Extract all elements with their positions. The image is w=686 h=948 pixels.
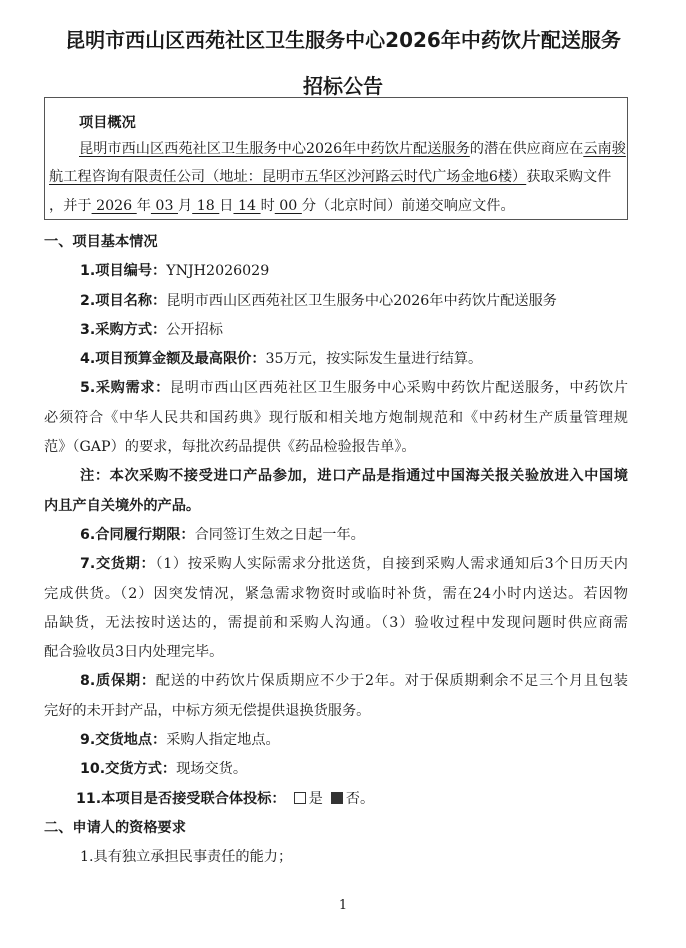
item-text: 内且产自关境外的产品。 [44, 497, 201, 514]
section-heading: 一、项目基本情况 [44, 234, 158, 250]
list-item-line [44, 843, 628, 872]
page-number: 1 [338, 898, 348, 913]
overview-segment: 分（北京时间）前递交响应文件。 [301, 198, 515, 214]
list-item-line [44, 492, 628, 521]
item-text: 35万元，按实际发生量进行结算。 [265, 351, 483, 368]
item-label: 1.项目编号： [80, 263, 167, 280]
item-text: 公开招标 [166, 321, 223, 338]
overview-segment: 月 [178, 198, 193, 214]
option-label: 是 [308, 790, 323, 807]
overview-line [49, 166, 627, 186]
overview-segment: 14 [233, 198, 261, 214]
overview-segment: 的潜在供应商应在 [469, 141, 584, 157]
item-text: 范》（GAP）的要求，每批次药品提供《药品检验报告单》。 [44, 439, 416, 456]
list-item-line [44, 521, 628, 550]
overview-heading: 项目概况 [79, 115, 136, 131]
item-text: 品缺货，无法按时送达的，需提前和采购人沟通。（3）验收过程中发现问题时供应商需 [44, 614, 628, 631]
item-label: 2.项目名称： [80, 292, 167, 309]
item-text: 合同签订生效之日起一年。 [194, 526, 365, 543]
item-text: 完好的未开封产品，中标方须无偿提供退换货服务。 [44, 702, 371, 719]
overview-segment: 云南骏 [583, 141, 626, 157]
overview-segment: 时 [260, 198, 275, 214]
item-label: 5.采购需求： [80, 380, 170, 397]
item-label: 6.合同履行期限： [80, 526, 195, 543]
document-title: 昆明市西山区西苑社区卫生服务中心2026年中药饮片配送服务 [65, 28, 621, 52]
item-label: 11.本项目是否接受联合体投标： [76, 790, 286, 807]
list-item-line [44, 433, 628, 462]
list-item-line [44, 609, 628, 638]
list-item-line [44, 257, 628, 286]
item-text: 注：本次采购不接受进口产品参加，进口产品是指通过中国海关报关验放进入中国境 [80, 468, 628, 485]
list-item-line [44, 345, 628, 374]
overview-segment: 航工程咨询有限责任公司（地址：昆明市五华区沙河路云时代广场金地6楼） [49, 169, 527, 185]
list-item-line [44, 550, 628, 579]
overview-segment: 18 [192, 198, 220, 214]
overview-segment: 年 [136, 198, 151, 214]
list-item-line [44, 462, 628, 491]
overview-segment: 03 [150, 198, 178, 214]
item-text: 完成供货。（2）因突发情况，紧急需求物资时或临时补货，需在24小时内送达。若因物 [44, 585, 628, 602]
overview-segment: 00 [274, 198, 302, 214]
document-body [44, 228, 628, 873]
overview-segment: 获取采购文件 [526, 169, 612, 185]
item-label: 10.交货方式： [80, 761, 177, 778]
item-text: 现场交货。 [176, 761, 248, 778]
item-text: 昆明市西山区西苑社区卫生服务中心2026年中药饮片配送服务 [166, 292, 557, 309]
item-text: 采购人指定地点。 [166, 732, 280, 749]
list-item [44, 785, 628, 814]
overview-segment: ，并于 [49, 198, 92, 214]
unchecked-box-icon [294, 792, 306, 804]
list-item-line [44, 287, 628, 316]
list-item-line [44, 697, 628, 726]
item-label: 4.项目预算金额及最高限价： [80, 351, 266, 368]
overview-segment: 2026 [91, 198, 137, 214]
section-heading: 二、申请人的资格要求 [44, 819, 186, 836]
overview-segment: 昆明市西山区西苑社区卫生服务中心2026年中药饮片配送服务 [79, 141, 470, 157]
overview-line [49, 195, 627, 215]
list-item-line [44, 580, 628, 609]
checked-box-icon [331, 792, 343, 804]
item-label: 7.交货期： [80, 556, 156, 573]
overview-segment: 日 [219, 198, 234, 214]
list-item-line [44, 638, 628, 667]
list-item-line [44, 316, 628, 345]
overview-line [79, 138, 657, 158]
list-item-line [44, 374, 628, 403]
item-text: 配送的中药饮片保质期应不少于2年。对于保质期剩余不足三个月且包装 [155, 673, 628, 690]
list-item-line [44, 404, 628, 433]
project-overview-box [44, 97, 628, 220]
list-item-line [44, 755, 628, 784]
item-label: 3.采购方式： [80, 321, 167, 338]
list-item-line [44, 726, 628, 755]
item-text: （1）按采购人实际需求分批送货，自接到采购人需求通知后3个日历天内 [155, 556, 628, 573]
item-text: 必须符合《中华人民共和国药典》现行版和相关地方炮制规范和《中药材生产质量管理规 [44, 409, 628, 426]
document-subtitle: 招标公告 [303, 74, 383, 98]
item-label: 8.质保期： [80, 673, 156, 690]
item-label: 9.交货地点： [80, 732, 167, 749]
item-text: YNJH2026029 [166, 263, 270, 280]
option-label: 否。 [345, 790, 375, 807]
list-item-line [44, 667, 628, 696]
item-text: 配合验收员3日内处理完毕。 [44, 644, 224, 661]
item-text: 昆明市西山区西苑社区卫生服务中心采购中药饮片配送服务，中药饮片 [169, 380, 628, 397]
item-text: 1.具有独立承担民事责任的能力； [80, 849, 293, 866]
